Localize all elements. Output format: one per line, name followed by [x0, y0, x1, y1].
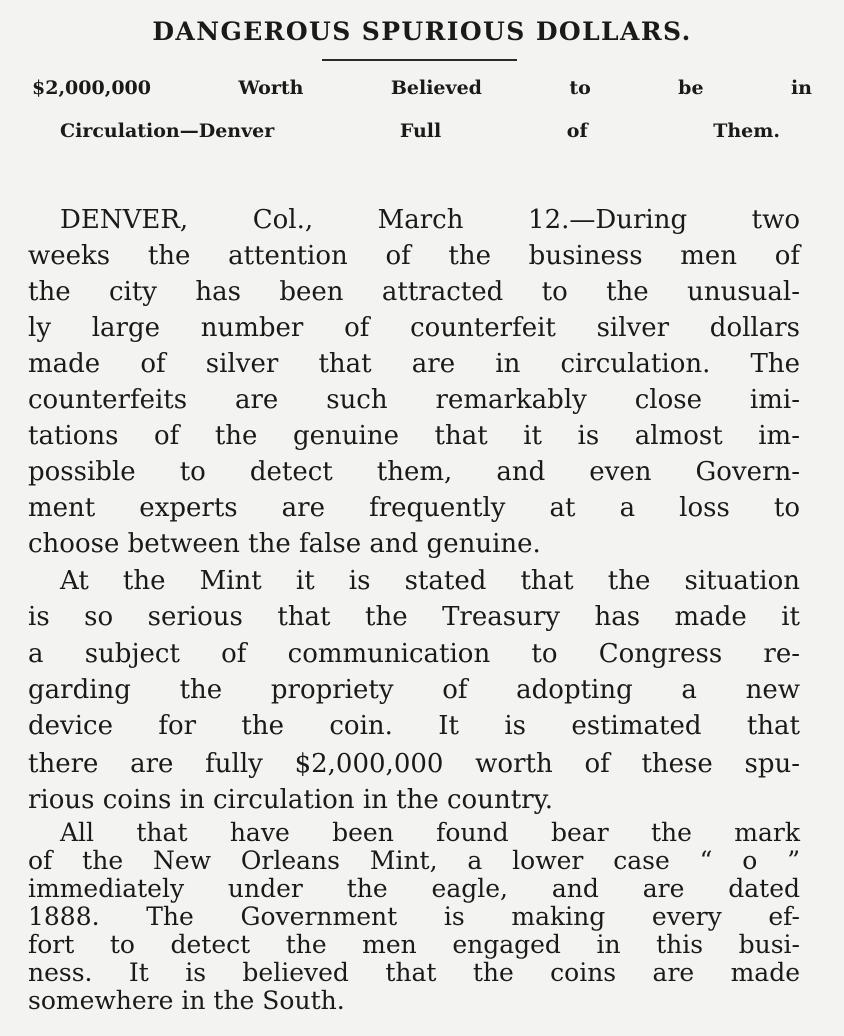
paragraph-2-line-1: At the Mint it is stated that the situation	[60, 566, 800, 596]
paragraph-1-line-4: ly large number of counterfeit silver dollars	[28, 313, 800, 343]
paragraph-1-line-1: DENVER, Col., March 12.—During two	[60, 205, 800, 235]
paragraph-3-line-3: immediately under the eagle, and are dated	[28, 874, 800, 903]
paragraph-1-line-5: made of silver that are in circulation. The	[28, 349, 800, 379]
headline-rule	[322, 59, 517, 61]
paragraph-2-line-7: rious coins in circulation in the country.	[28, 785, 554, 815]
paragraph-3-line-5: fort to detect the men engaged in this busi-	[28, 930, 800, 959]
paragraph-2-line-3: a subject of communication to Congress re-	[28, 639, 800, 669]
paragraph-1-line-8: possible to detect them, and even Govern-	[28, 457, 800, 487]
deck-line-2: Circulation—Denver Full of Them.	[60, 120, 780, 142]
paragraph-1-line-6: counterfeits are such remarkably close imi-	[28, 385, 800, 415]
paragraph-3-line-7: somewhere in the South.	[28, 986, 345, 1015]
paragraph-1-line-9: ment experts are frequently at a loss to	[28, 493, 800, 523]
paragraph-1-line-7: tations of the genuine that it is almost im-	[28, 421, 800, 451]
paragraph-3-line-6: ness. It is believed that the coins are made	[28, 958, 800, 987]
paragraph-2-line-4: garding the propriety of adopting a new	[28, 675, 800, 705]
deck-line-1: $2,000,000 Worth Believed to be in	[32, 77, 812, 99]
paragraph-1-line-3: the city has been attracted to the unusual-	[28, 277, 800, 307]
headline: DANGEROUS SPURIOUS DOLLARS.	[152, 17, 692, 46]
paragraph-2-line-6: there are fully $2,000,000 worth of these spu-	[28, 749, 800, 779]
paragraph-3-line-1: All that have been found bear the mark	[60, 818, 800, 847]
paragraph-2-line-2: is so serious that the Treasury has made it	[28, 602, 800, 632]
paragraph-2-line-5: device for the coin. It is estimated that	[28, 711, 800, 741]
paragraph-3-line-4: 1888. The Government is making every ef-	[28, 902, 800, 931]
paragraph-1-line-10: choose between the false and genuine.	[28, 529, 541, 559]
paragraph-3-line-2: of the New Orleans Mint, a lower case “ o ”	[28, 846, 800, 875]
paragraph-1-line-2: weeks the attention of the business men of	[28, 241, 800, 271]
